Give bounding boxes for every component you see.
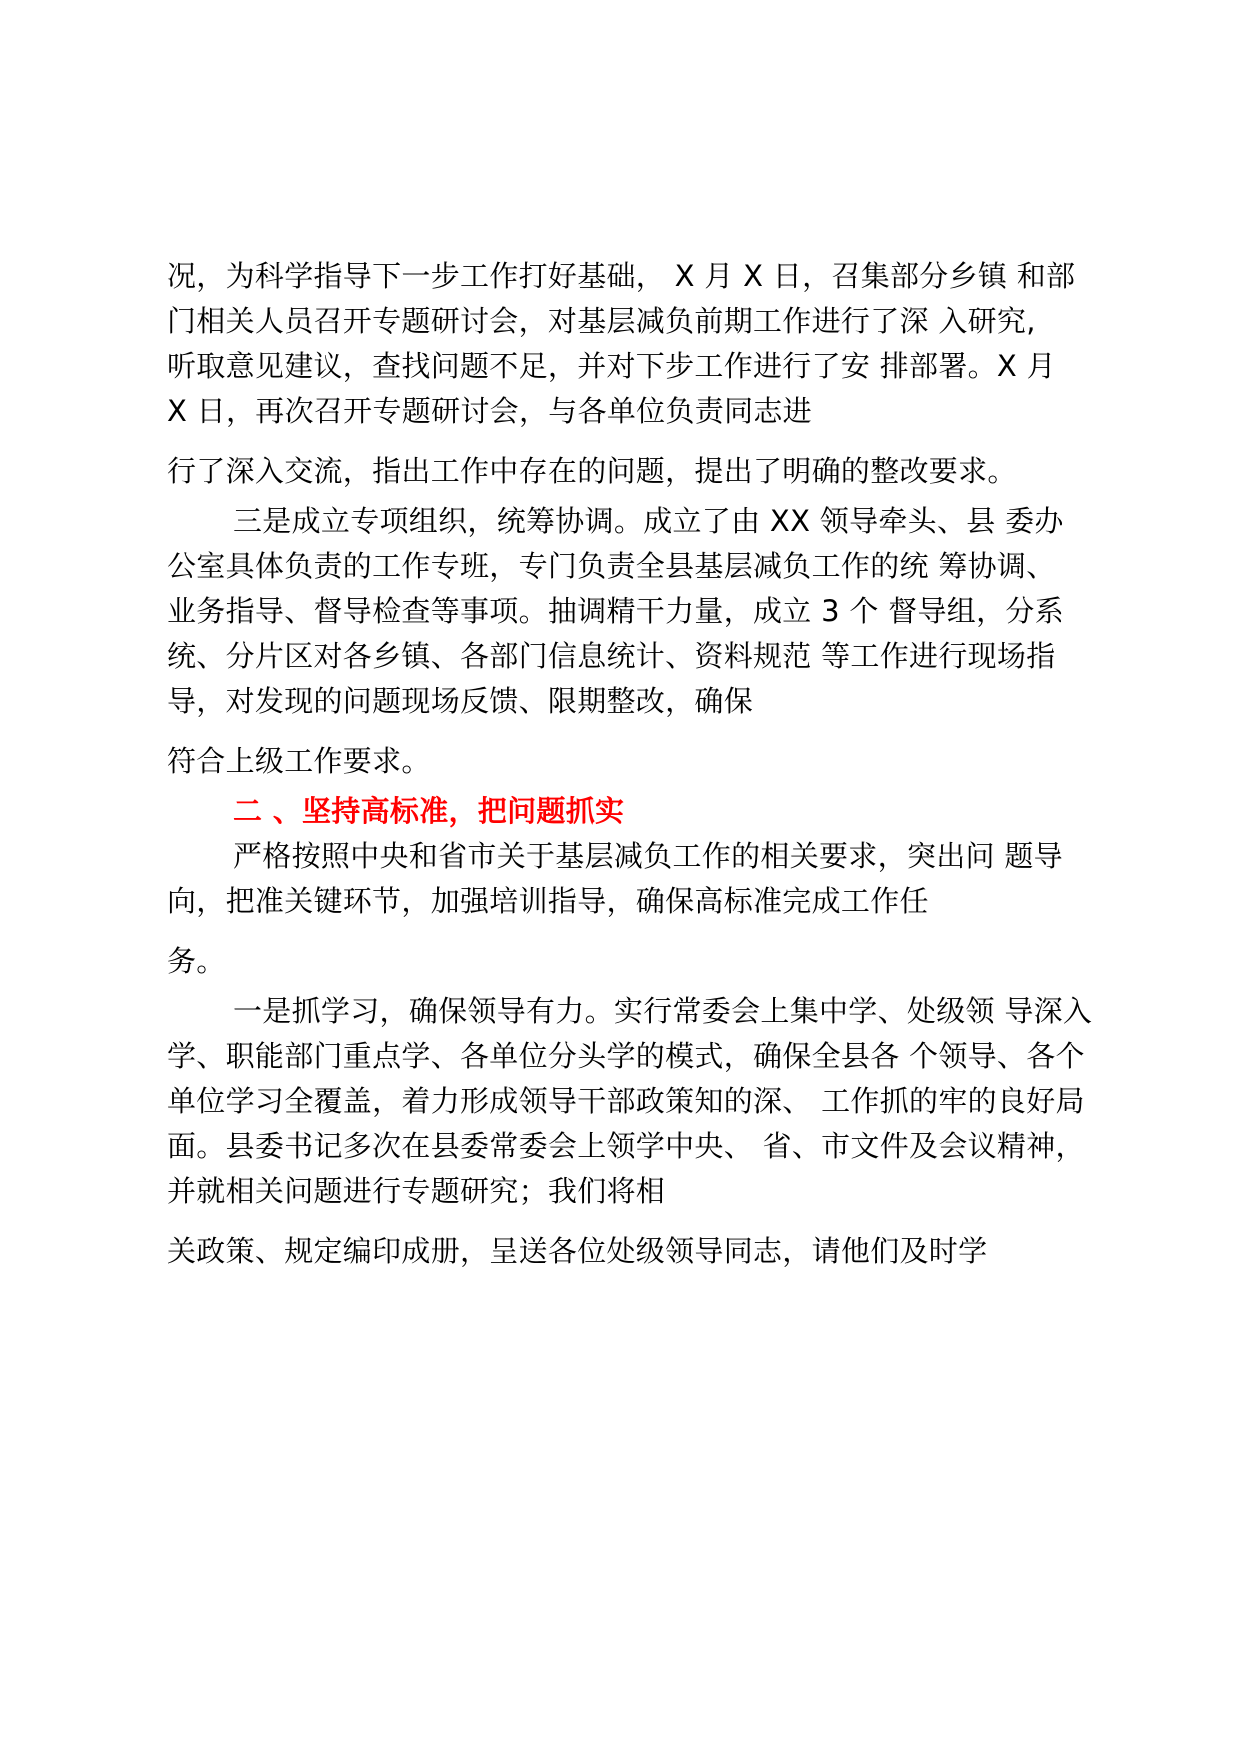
section-heading: 二 、坚持高标准，把问题抓实	[233, 794, 625, 828]
body-text-line: 一是抓学习，确保领导有力。实行常委会上集中学、处级领 导深入	[233, 994, 1093, 1028]
body-text-line: 三是成立专项组织，统筹协调。成立了由 XX 领导牵头、县 委办	[233, 504, 1064, 538]
body-text-line: 面。县委书记多次在县委常委会上领学中央、 省、市文件及会议精神，	[167, 1129, 1085, 1163]
body-text-line: 业务指导、督导检查等事项。抽调精干力量，成立 3 个 督导组，分系	[167, 594, 1065, 628]
body-text-line: 关政策、规定编印成册，呈送各位处级领导同志，请他们及时学	[167, 1234, 988, 1268]
body-text-line: 门相关人员召开专题研讨会，对基层减负前期工作进行了深 入研究,	[167, 304, 1036, 338]
body-text-line: 听取意见建议，查找问题不足，并对下步工作进行了安 排部署。X 月	[167, 349, 1056, 383]
body-text-line: 公室具体负责的工作专班，专门负责全县基层减负工作的统 筹协调、	[167, 549, 1056, 583]
body-text-line: 导，对发现的问题现场反馈、限期整改，确保	[167, 684, 754, 718]
body-text-line: 并就相关问题进行专题研究；我们将相	[167, 1174, 666, 1208]
body-text-line: 统、分片区对各乡镇、各部门信息统计、资料规范 等工作进行现场指	[167, 639, 1056, 673]
body-text-line: 学、职能部门重点学、各单位分头学的模式，确保全县各 个领导、各个	[167, 1039, 1085, 1073]
body-text-line: X 日，再次召开专题研讨会，与各单位负责同志进	[167, 394, 812, 428]
body-text-line: 务。	[167, 944, 226, 978]
body-text-line: 符合上级工作要求。	[167, 744, 431, 778]
body-text-line: 行了深入交流，指出工作中存在的问题，提出了明确的整改要求。	[167, 454, 1017, 488]
body-text-line: 况，为科学指导下一步工作打好基础， X 月 X 日，召集部分乡镇 和部	[167, 259, 1076, 293]
body-text-line: 严格按照中央和省市关于基层减负工作的相关要求，突出问 题导	[233, 839, 1063, 873]
body-text-line: 单位学习全覆盖，着力形成领导干部政策知的深、 工作抓的牢的良好局	[167, 1084, 1085, 1118]
body-text-line: 向，把准关键环节，加强培训指导，确保高标准完成工作任	[167, 884, 929, 918]
